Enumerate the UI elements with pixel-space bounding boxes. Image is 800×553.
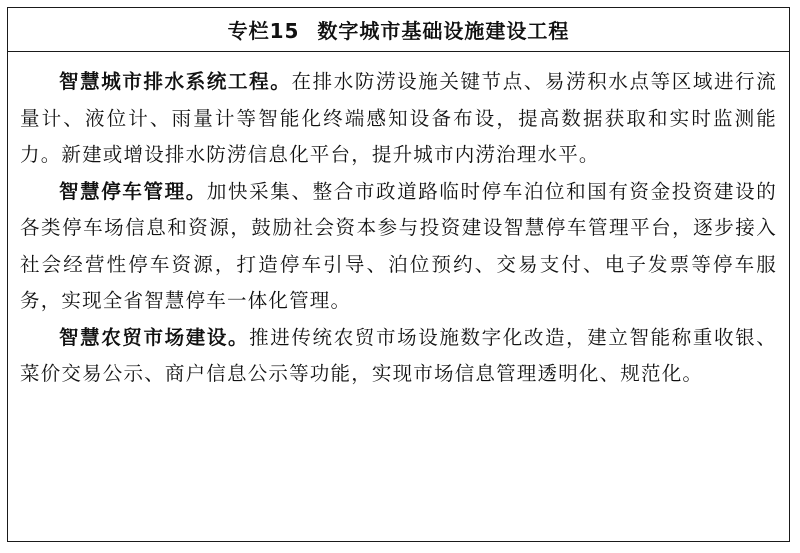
- paragraph-text: 推进传统农贸市场设施数字化改造，建立智能称重收银、菜价交易公示、商户信息公示等功能，实现市场信息管理透明化、规范化。: [20, 325, 777, 385]
- column-box: [7, 7, 790, 542]
- paragraph-market: [20, 320, 777, 393]
- column-title: 数字城市基础设施建设工程: [317, 19, 570, 43]
- paragraph-heading: 智慧城市排水系统工程。: [59, 70, 292, 93]
- paragraph-heading: 智慧停车管理。: [59, 179, 207, 203]
- paragraph-text: 在排水防涝设施关键节点、易涝积水点等区域进行流量计、液位计、雨量计等智能化终端感知设备布设，提高数据获取和实时监测能力。新建或增设排水防涝信息化平台，提升城市内涝治理水平。: [20, 70, 777, 166]
- paragraph-parking: [20, 174, 777, 320]
- paragraph-drainage: [20, 64, 777, 174]
- column-label: 专栏15: [227, 19, 300, 43]
- column-header: [8, 8, 789, 52]
- paragraph-heading: 智慧农贸市场建设。: [59, 325, 250, 349]
- paragraph-text: 加快采集、整合市政道路临时停车泊位和国有资金投资建设的各类停车场信息和资源，鼓励社会资本参与投资建设智慧停车管理平台，逐步接入社会经营性停车资源，打造停车引导、泊位预约、交易支付、电子发票等停车服务，实现全省智慧停车一体化管理。: [20, 179, 778, 312]
- column-body: [8, 52, 789, 393]
